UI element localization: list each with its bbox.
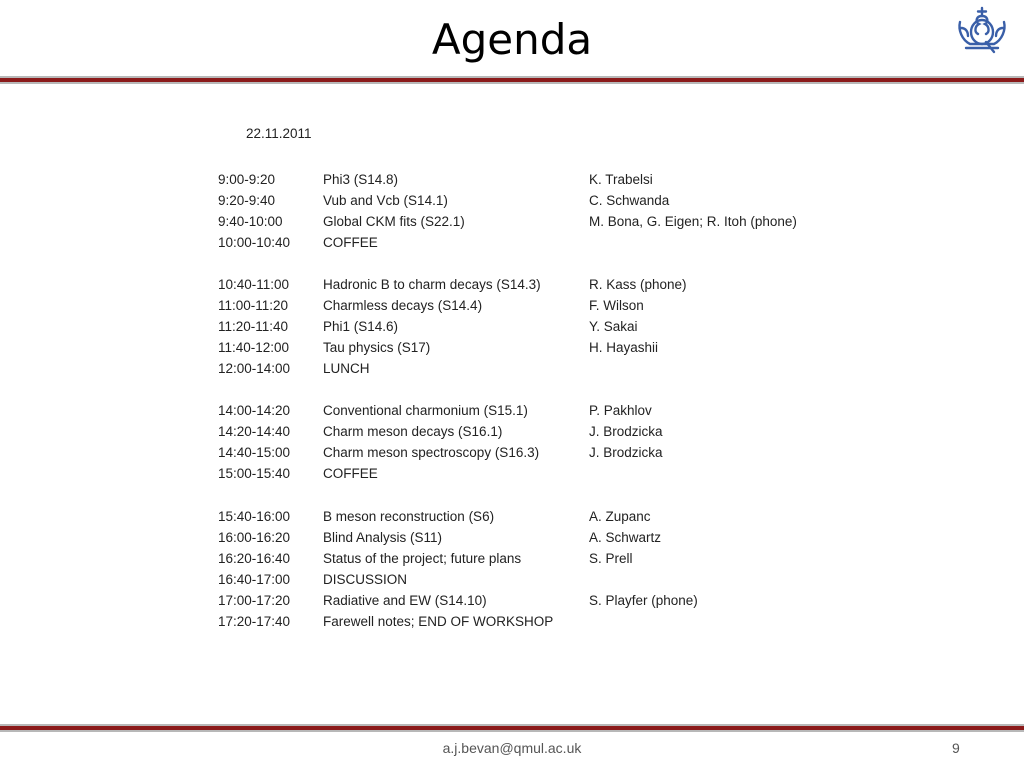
agenda-time: 14:40-15:00: [218, 445, 291, 460]
agenda-speaker: H. Hayashii: [589, 340, 659, 355]
agenda-topic: Status of the project; future plans: [323, 551, 522, 566]
agenda-speaker: K. Trabelsi: [589, 172, 653, 187]
bottom-divider: [0, 724, 1024, 732]
agenda-speaker: M. Bona, G. Eigen; R. Itoh (phone): [589, 214, 797, 229]
agenda-speaker: A. Zupanc: [589, 509, 651, 524]
agenda-topic: Radiative and EW (S14.10): [323, 593, 487, 608]
agenda-topic: Vub and Vcb (S14.1): [323, 193, 448, 208]
agenda-time: 14:00-14:20: [218, 403, 291, 418]
agenda-topic: COFFEE: [323, 235, 378, 250]
agenda-time: 17:20-17:40: [218, 614, 291, 629]
agenda-topic: Charm meson decays (S16.1): [323, 424, 503, 439]
agenda-time: 16:40-17:00: [218, 572, 291, 587]
agenda-time: 9:00-9:20: [218, 172, 276, 187]
agenda-topic: Farewell notes; END OF WORKSHOP: [323, 614, 554, 629]
agenda-time: 9:40-10:00: [218, 214, 283, 229]
agenda-speaker: S. Prell: [589, 551, 633, 566]
agenda-speaker: R. Kass (phone): [589, 277, 687, 292]
agenda-time: 11:20-11:40: [218, 319, 289, 334]
agenda-topic: Phi3 (S14.8): [323, 172, 399, 187]
agenda-speaker: P. Pakhlov: [589, 403, 652, 418]
slide-title: Agenda: [431, 15, 593, 64]
agenda-time: 12:00-14:00: [218, 361, 291, 376]
page-number: 9: [952, 740, 960, 756]
agenda-topic: COFFEE: [323, 466, 378, 481]
agenda-topic: LUNCH: [323, 361, 370, 376]
agenda-topic: B meson reconstruction (S6): [323, 509, 495, 524]
agenda-topic: Tau physics (S17): [323, 340, 431, 355]
qmul-crown-logo-icon: [956, 6, 1008, 54]
agenda-speaker: J. Brodzicka: [589, 424, 663, 439]
agenda-time: 10:40-11:00: [218, 277, 290, 292]
agenda-topic: Blind Analysis (S11): [323, 530, 443, 545]
agenda-speaker: F. Wilson: [589, 298, 644, 313]
agenda-topic: Charmless decays (S14.4): [323, 298, 483, 313]
agenda-time: 10:00-10:40: [218, 235, 291, 250]
agenda-topic: Charm meson spectroscopy (S16.3): [323, 445, 540, 460]
agenda-time: 16:00-16:20: [218, 530, 291, 545]
footer-email: a.j.bevan@qmul.ac.uk: [442, 740, 582, 756]
agenda-time: 15:00-15:40: [218, 466, 291, 481]
agenda-time: 9:20-9:40: [218, 193, 276, 208]
agenda-speaker: J. Brodzicka: [589, 445, 663, 460]
agenda-speaker: C. Schwanda: [589, 193, 670, 208]
agenda-topic: Hadronic B to charm decays (S14.3): [323, 277, 541, 292]
agenda-topic: DISCUSSION: [323, 572, 408, 587]
agenda-time: 16:20-16:40: [218, 551, 291, 566]
agenda-speaker: A. Schwartz: [589, 530, 662, 545]
agenda-date: 22.11.2011: [246, 126, 312, 141]
agenda-time: 11:40-12:00: [218, 340, 290, 355]
agenda-speaker: Y. Sakai: [589, 319, 638, 334]
agenda-time: 15:40-16:00: [218, 509, 291, 524]
top-divider: [0, 76, 1024, 84]
agenda-time: 14:20-14:40: [218, 424, 291, 439]
agenda-topic: Phi1 (S14.6): [323, 319, 399, 334]
agenda-speaker: S. Playfer (phone): [589, 593, 698, 608]
agenda-time: 17:00-17:20: [218, 593, 291, 608]
agenda-topic: Conventional charmonium (S15.1): [323, 403, 528, 418]
agenda-topic: Global CKM fits (S22.1): [323, 214, 465, 229]
agenda-time: 11:00-11:20: [218, 298, 289, 313]
